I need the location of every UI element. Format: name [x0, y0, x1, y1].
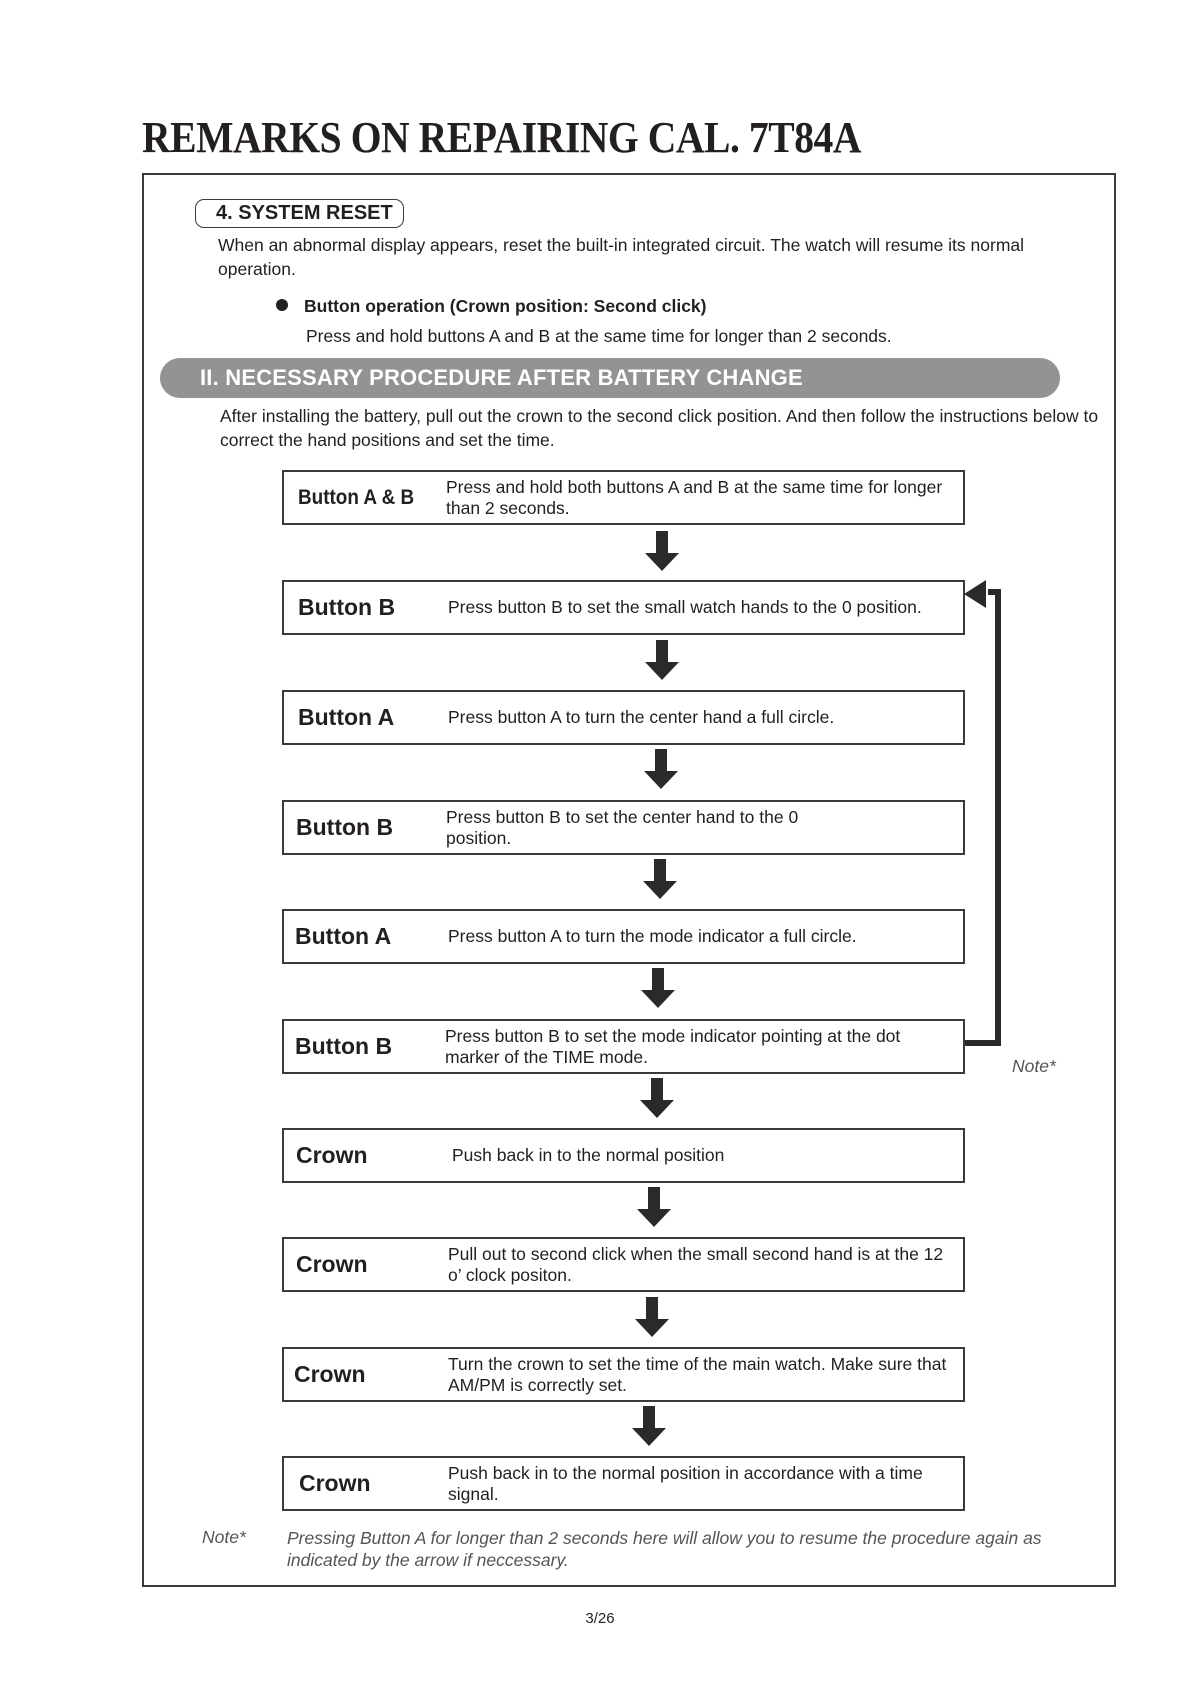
system-reset-description: When an abnormal display appears, reset the built-in integrated circuit. The watch will resume its normal operation. [218, 235, 1025, 279]
loop-note-marker: Note* [1012, 1056, 1056, 1076]
step-description: Push back in to the normal position in accordance with a time signal. [448, 1462, 923, 1504]
procedure-banner-title: II. NECESSARY PROCEDURE AFTER BATTERY CHANGE [200, 365, 803, 390]
step-label: Button B [298, 594, 396, 620]
step-description: Push back in to the normal position [452, 1145, 725, 1165]
step-description: Press button A to turn the mode indicator a full circle. [448, 926, 857, 946]
step-description: Press button B to set the center hand to the 0 position. [446, 806, 799, 848]
flow-step-6 [282, 1019, 965, 1074]
bullet-dot-icon [276, 299, 288, 311]
down-arrow-icon [645, 531, 679, 571]
flow-step-8 [282, 1237, 965, 1292]
button-operation-bullet [276, 294, 707, 318]
step-label: Button B [295, 1033, 393, 1059]
step-label: Button A [295, 923, 392, 949]
flow-step-1 [282, 470, 965, 525]
down-arrow-icon [632, 1406, 666, 1446]
step-description: Press button B to set the mode indicator pointing at the dot marker of the TIME mode. [445, 1025, 901, 1067]
flow-step-3 [282, 690, 965, 745]
down-arrow-icon [643, 859, 677, 899]
flow-step-4 [282, 800, 965, 855]
flow-step-5 [282, 909, 965, 964]
step-label: Crown [299, 1470, 371, 1496]
down-arrow-icon [644, 749, 678, 789]
down-arrow-icon [637, 1187, 671, 1227]
step-label: Button B [296, 814, 394, 840]
procedure-intro: After installing the battery, pull out the crown to the second click position. And then follow the instructions below to correct the hand positions and set the time. [220, 406, 1099, 450]
procedure-banner [160, 358, 1060, 398]
step-label: Crown [294, 1361, 366, 1387]
down-arrow-icon [635, 1297, 669, 1337]
button-operation-text: Press and hold buttons A and B at the same time for longer than 2 seconds. [306, 326, 892, 346]
step-description: Press button A to turn the center hand a full circle. [448, 707, 835, 727]
flow-step-10 [282, 1456, 965, 1511]
bullet-title: Button operation (Crown position: Second click) [304, 296, 707, 316]
step-description: Turn the crown to set the time of the main watch. Make sure that AM/PM is correctly set. [448, 1353, 947, 1395]
step-description: Pull out to second click when the small second hand is at the 12 o’ clock positon. [448, 1243, 944, 1285]
note-text: Pressing Button A for longer than 2 seconds here will allow you to resume the procedure again as indicated by the arrow if neccessary. [287, 1528, 1042, 1570]
step-label: Crown [296, 1251, 368, 1277]
section-heading-system-reset: 4. SYSTEM RESET [195, 199, 404, 228]
note-label: Note* [202, 1527, 246, 1547]
page-title: REMARKS ON REPAIRING CAL. 7T84A [142, 113, 862, 162]
step-label: Crown [296, 1142, 368, 1168]
down-arrow-icon [645, 640, 679, 680]
flow-step-7 [282, 1128, 965, 1183]
loop-back-arrow-icon [960, 580, 1020, 1050]
step-description: Press and hold both buttons A and B at the same time for longer than 2 seconds. [446, 476, 943, 518]
down-arrow-icon [640, 1078, 674, 1118]
step-label: Button A [298, 704, 395, 730]
page-number: 3/26 [585, 1610, 615, 1627]
step-description: Press button B to set the small watch hands to the 0 position. [448, 597, 922, 617]
step-label: Button A & B [298, 485, 415, 509]
flow-step-9 [282, 1347, 965, 1402]
flow-step-2 [282, 580, 965, 635]
down-arrow-icon [641, 968, 675, 1008]
